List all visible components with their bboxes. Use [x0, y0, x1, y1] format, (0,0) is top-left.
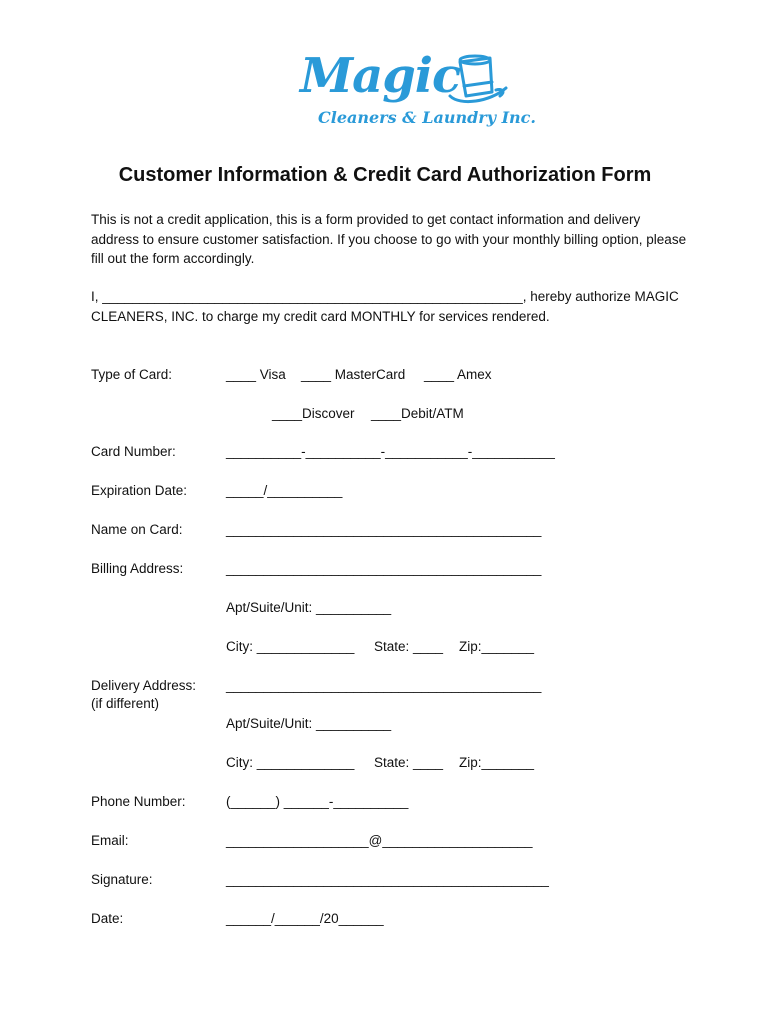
billing-city-row — [91, 637, 551, 657]
discover-option[interactable]: ____Discover — [272, 406, 355, 421]
billing-address-label: Billing Address: — [91, 561, 184, 576]
delivery-address-field[interactable]: __________________________________________ — [226, 678, 542, 693]
expiration-label: Expiration Date: — [91, 483, 188, 498]
delivery-address-row — [91, 676, 551, 716]
delivery-address-note: (if different) — [91, 696, 160, 711]
billing-state-field[interactable]: State: ____ — [374, 639, 444, 654]
intro-paragraph: This is not a credit application, this is a form provided to get contact information and delivery address to ensure customer satisfaction. If you choose to go with your monthly billing option, please fill out the form accordingly. — [91, 212, 687, 266]
expiration-field[interactable]: _____/__________ — [226, 483, 343, 498]
signature-label: Signature: — [91, 872, 153, 887]
mastercard-option[interactable]: ____ MasterCard — [301, 367, 406, 382]
email-field[interactable]: ___________________@____________________ — [226, 833, 533, 848]
billing-city-field[interactable]: City: _____________ — [226, 639, 355, 654]
delivery-address-label: Delivery Address: — [91, 678, 197, 693]
card-number-label: Card Number: — [91, 444, 176, 459]
phone-field[interactable]: (______) ______-__________ — [226, 794, 409, 809]
logo-subtitle: Cleaners & Laundry Inc. — [318, 108, 536, 127]
billing-apt-field[interactable]: Apt/Suite/Unit: __________ — [226, 600, 392, 615]
amex-option[interactable]: ____ Amex — [424, 367, 492, 382]
top-hat-icon — [446, 52, 510, 114]
billing-apt-row — [91, 598, 551, 618]
authorization-paragraph: I, ________________________________________________________, hereby authorize MAGIC CLEANERS, INC. to charge my credit card MONTHLY for services rendered. — [91, 289, 679, 324]
delivery-apt-row — [91, 714, 551, 734]
name-on-card-field[interactable]: __________________________________________ — [226, 522, 542, 537]
signature-field[interactable]: ___________________________________________ — [226, 872, 549, 887]
debit-option[interactable]: ____Debit/ATM — [371, 406, 464, 421]
billing-address-row — [91, 559, 551, 579]
logo-wordmark: Magic — [300, 48, 461, 104]
billing-zip-field[interactable]: Zip:_______ — [459, 639, 535, 654]
phone-label: Phone Number: — [91, 794, 186, 809]
card-type-label: Type of Card: — [91, 367, 173, 382]
delivery-city-row — [91, 753, 551, 773]
signature-row — [91, 870, 551, 890]
card-number-row — [91, 442, 555, 462]
delivery-apt-field[interactable]: Apt/Suite/Unit: __________ — [226, 716, 392, 731]
expiration-row — [91, 481, 551, 501]
page-title: Customer Information & Credit Card Authorization Form — [118, 164, 652, 186]
email-label: Email: — [91, 833, 129, 848]
card-type-row — [91, 365, 571, 385]
date-row — [91, 909, 551, 929]
phone-row — [91, 792, 551, 812]
delivery-zip-field[interactable]: Zip:_______ — [459, 755, 535, 770]
card-type-row-2 — [91, 404, 571, 424]
date-label: Date: — [91, 911, 124, 926]
billing-address-field[interactable]: __________________________________________ — [226, 561, 542, 576]
company-logo — [296, 48, 536, 138]
name-on-card-row — [91, 520, 551, 540]
date-field[interactable]: ______/______/20______ — [226, 911, 384, 926]
name-on-card-label: Name on Card: — [91, 522, 183, 537]
email-row — [91, 831, 551, 851]
card-number-field[interactable]: __________-__________-___________-___________ — [226, 444, 555, 459]
delivery-state-field[interactable]: State: ____ — [374, 755, 444, 770]
visa-option[interactable]: ____ Visa — [226, 367, 286, 382]
delivery-city-field[interactable]: City: _____________ — [226, 755, 355, 770]
